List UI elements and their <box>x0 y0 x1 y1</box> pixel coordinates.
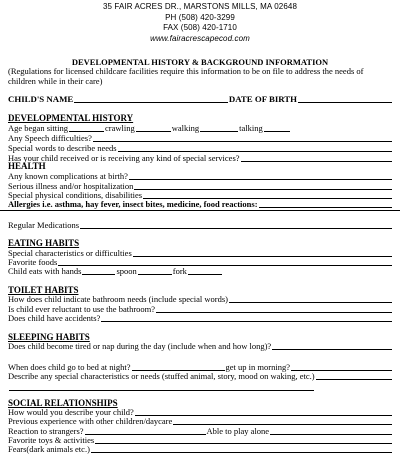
spoon-field[interactable] <box>138 274 172 275</box>
special-words-row <box>8 143 393 153</box>
fears-field[interactable] <box>91 452 392 453</box>
accidents-field[interactable] <box>101 321 392 322</box>
sleep-characteristics-extra-field[interactable] <box>9 390 314 391</box>
age-sitting-label: Age began sitting <box>8 124 68 134</box>
eats-with-hands-label: Child eats with hands <box>8 267 81 277</box>
address: 35 FAIR ACRES DR., MARSTONS MILLS, MA 02648 <box>0 2 400 13</box>
health-heading: HEALTH <box>8 161 46 171</box>
bed-time-label: When does child go to bed at night? <box>8 363 131 373</box>
phone: PH (508) 420-3299 <box>0 13 400 24</box>
play-alone-label: Able to play alone <box>207 427 270 437</box>
reluctant-label: Is child ever reluctant to use the bathroom? <box>8 305 155 315</box>
previous-experience-field[interactable] <box>173 424 392 425</box>
milestones-row <box>8 123 393 133</box>
illness-label: Serious illness and/or hospitalization <box>8 182 133 192</box>
date-of-birth-label: DATE OF BIRTH <box>229 95 297 105</box>
special-services-row <box>8 153 393 163</box>
medications-label: Regular Medications <box>8 221 79 231</box>
special-words-field[interactable] <box>118 151 392 152</box>
allergies-row <box>8 199 393 209</box>
toilet-habits-heading: TOILET HABITS <box>8 285 78 295</box>
hands-field[interactable] <box>82 274 115 275</box>
allergies-rule <box>0 210 400 211</box>
eating-characteristics-label: Special characteristics or difficulties <box>8 249 132 259</box>
favorite-foods-label: Favorite foods <box>8 258 57 268</box>
child-info-row <box>8 94 393 104</box>
childs-name-field[interactable] <box>74 102 228 103</box>
previous-experience-row <box>8 416 393 426</box>
spoon-label: spoon <box>116 267 136 277</box>
complications-label: Any known complications at birth? <box>8 172 128 182</box>
fears-row <box>8 444 393 454</box>
fork-label: fork <box>173 267 187 277</box>
allergies-label: Allergies i.e. asthma, hay fever, insect bites, medicine, food reactions: <box>8 200 258 210</box>
special-services-field[interactable] <box>241 161 392 162</box>
fax: FAX (508) 420-1710 <box>0 23 400 34</box>
eating-habits-heading: EATING HABITS <box>8 238 79 248</box>
sleep-extra-row <box>8 382 393 392</box>
previous-experience-label: Previous experience with other children/daycare <box>8 417 172 427</box>
age-sitting-field[interactable] <box>69 131 104 132</box>
strangers-label: Reaction to strangers? <box>8 427 84 437</box>
talking-field[interactable] <box>264 131 290 132</box>
utensils-row <box>8 266 393 276</box>
sleep-characteristics-label: Describe any special characteristics or needs (stuffed animal, story, mood on waking, etc.) <box>8 372 315 382</box>
date-of-birth-field[interactable] <box>298 102 392 103</box>
speech-difficulties-field[interactable] <box>93 141 392 142</box>
crawling-label: crawling <box>105 124 135 134</box>
developmental-history-heading: DEVELOPMENTAL HISTORY <box>8 113 133 123</box>
favorite-toys-label: Favorite toys & activities <box>8 436 94 446</box>
walking-field[interactable] <box>200 131 238 132</box>
get-up-label: get up in morning? <box>226 363 290 373</box>
fork-field[interactable] <box>188 274 222 275</box>
walking-label: walking <box>172 124 199 134</box>
describe-child-label: How would you describe your child? <box>8 408 134 418</box>
letterhead <box>0 2 400 44</box>
social-relationships-heading: SOCIAL RELATIONSHIPS <box>8 398 118 408</box>
speech-row <box>8 133 393 143</box>
bathroom-needs-row <box>8 294 393 304</box>
nap-field[interactable] <box>272 349 392 350</box>
sleeping-habits-heading: SLEEPING HABITS <box>8 332 90 342</box>
crawling-field[interactable] <box>136 131 171 132</box>
fears-label: Fears(dark animals etc.) <box>8 445 90 454</box>
childs-name-label: CHILD'S NAME <box>8 95 73 105</box>
physical-conditions-label: Special physical conditions, disabilities <box>8 191 142 201</box>
bathroom-needs-label: How does child indicate bathroom needs (include special words) <box>8 295 228 305</box>
sleep-characteristics-row <box>8 371 393 381</box>
complications-row <box>8 171 393 181</box>
special-words-label: Special words to describe needs <box>8 144 117 154</box>
nap-row <box>8 341 393 351</box>
form-intro: (Regulations for licensed childcare facilities require this information to be on file to address the needs of children while in their care) <box>8 67 393 86</box>
accidents-label: Does child have accidents? <box>8 314 100 324</box>
sleep-characteristics-field[interactable] <box>316 379 392 380</box>
medications-field[interactable] <box>80 228 392 229</box>
speech-difficulties-label: Any Speech difficulties? <box>8 134 92 144</box>
medications-row <box>8 220 393 230</box>
website: www.fairacrescapecod.com <box>0 34 400 45</box>
special-services-label: Has your child received or is receiving any kind of special services? <box>8 154 240 164</box>
bathroom-needs-field[interactable] <box>229 302 392 303</box>
complications-field[interactable] <box>129 179 392 180</box>
talking-label: talking <box>239 124 263 134</box>
allergies-field[interactable] <box>259 207 392 208</box>
form-title: DEVELOPMENTAL HISTORY & BACKGROUND INFORMATION <box>0 57 400 67</box>
accidents-row <box>8 313 393 323</box>
nap-label: Does child become tired or nap during the day (include when and how long)? <box>8 342 271 352</box>
